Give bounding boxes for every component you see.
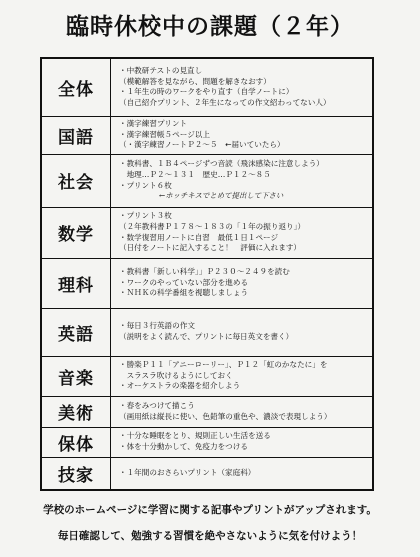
subject-label: 社会 bbox=[41, 154, 111, 207]
table-row bbox=[41, 258, 373, 308]
subject-label: 理科 bbox=[41, 258, 111, 308]
subject-label: 国語 bbox=[41, 116, 111, 154]
handwritten-note: ←ホッチキスでとめて提出して下さい bbox=[159, 191, 284, 201]
task-line: ・教科書、１Ｂ４ページずつ音読（飛沫感染に注意しよう） bbox=[119, 159, 324, 169]
task-line: （自己紹介プリント、２年生になっての作文紹わってない人） bbox=[119, 97, 331, 107]
task-line: ・漢字練習帳５ページ以上 bbox=[119, 129, 210, 139]
task-line: （・漢字練習ノートＰ２～５ ←届いていたら） bbox=[119, 140, 285, 150]
task-line: （日付をノートに記入すること！ 評価に入れます） bbox=[119, 243, 302, 253]
task-line: ・数学復習用ノートに自習 最低１日１ページ bbox=[119, 232, 279, 242]
subject-label: 数学 bbox=[41, 207, 111, 258]
subject-tasks bbox=[111, 427, 374, 457]
footer-reminder: 毎日確認して、勉強する習慣を絶やさないように気を付けよう！ bbox=[57, 530, 363, 542]
footer-notice: 学校のホームページに学習に関する記事やプリントがアップされます。 bbox=[43, 504, 377, 516]
task-line: ・ＮＨＫの科学番組を視聴しましょう bbox=[119, 288, 249, 298]
subject-tasks bbox=[111, 258, 374, 308]
subject-label: 美術 bbox=[41, 396, 111, 427]
assignment-table bbox=[40, 57, 374, 491]
task-line: ・プリント６枚 bbox=[119, 180, 172, 190]
table-row bbox=[41, 58, 373, 116]
table-row bbox=[41, 207, 373, 258]
task-line: （２年教科書Ｐ１７８～１８３の「１年の振り返り」） bbox=[119, 221, 306, 231]
subject-tasks bbox=[111, 308, 374, 356]
task-line: ・春をみつけて描こう bbox=[119, 400, 195, 410]
page-title: 臨時休校中の課題（２年） bbox=[66, 14, 354, 40]
subject-label: 音楽 bbox=[41, 356, 111, 396]
task-line: ・体を十分動かして、免疫力をつける bbox=[119, 442, 248, 451]
task-line: ・ワークのやっていない部分を進める bbox=[119, 277, 249, 287]
task-line: ・毎日３行英語の作文 bbox=[119, 321, 195, 331]
subject-label: 英語 bbox=[41, 308, 111, 356]
task-line: （説明をよく読んで、プリントに毎日英文を書く） bbox=[119, 332, 294, 341]
task-line: ・１年生の時のワークをやり直す（自学ノートに） bbox=[119, 87, 294, 97]
subject-label: 技家 bbox=[41, 457, 111, 490]
table-row bbox=[41, 427, 373, 457]
task-line: 地理…Ｐ２～１３１ 歴史…Ｐ１２～８５ bbox=[119, 169, 271, 179]
task-line: ・漢字練習プリント bbox=[119, 119, 188, 129]
table-row bbox=[41, 396, 373, 427]
task-line: ・プリント３枚 bbox=[119, 211, 172, 221]
subject-tasks bbox=[111, 396, 374, 427]
subject-tasks bbox=[111, 356, 374, 396]
table-row bbox=[41, 356, 373, 396]
table-row bbox=[41, 308, 373, 356]
subject-tasks bbox=[111, 207, 374, 258]
task-line: （画用紙は縦長に使い、色鉛筆の重色や、濃淡で表現しよう） bbox=[119, 411, 332, 421]
subject-tasks bbox=[111, 154, 374, 207]
subject-tasks bbox=[111, 457, 374, 490]
task-line: ・オーケストラの楽器を紹介しよう bbox=[119, 381, 241, 391]
subject-label: 全体 bbox=[41, 58, 111, 116]
task-line: スラスラ吹けるようにしておく bbox=[119, 370, 233, 380]
subject-tasks bbox=[111, 116, 374, 154]
task-line: （模範解答を見ながら、問題を解きなおす） bbox=[119, 76, 271, 86]
task-line: ・教科書「新しい科学」」Ｐ２３０～２４９を読む bbox=[119, 267, 290, 277]
table-row bbox=[41, 116, 373, 154]
subject-tasks bbox=[111, 58, 374, 116]
task-line: ・１年間のおさらいプリント（家庭科） bbox=[119, 467, 256, 477]
task-line: ・勝楽Ｐ１１「アニーローリー」、Ｐ１２「虹のかなたに」を bbox=[119, 360, 328, 370]
table-row bbox=[41, 154, 373, 207]
subject-label: 保体 bbox=[41, 427, 111, 457]
table-row bbox=[41, 457, 373, 490]
task-line: ・中教研テストの見直し bbox=[119, 66, 203, 76]
task-line: ・十分な睡眠をとり、規則正しい生活を送る bbox=[119, 431, 271, 441]
